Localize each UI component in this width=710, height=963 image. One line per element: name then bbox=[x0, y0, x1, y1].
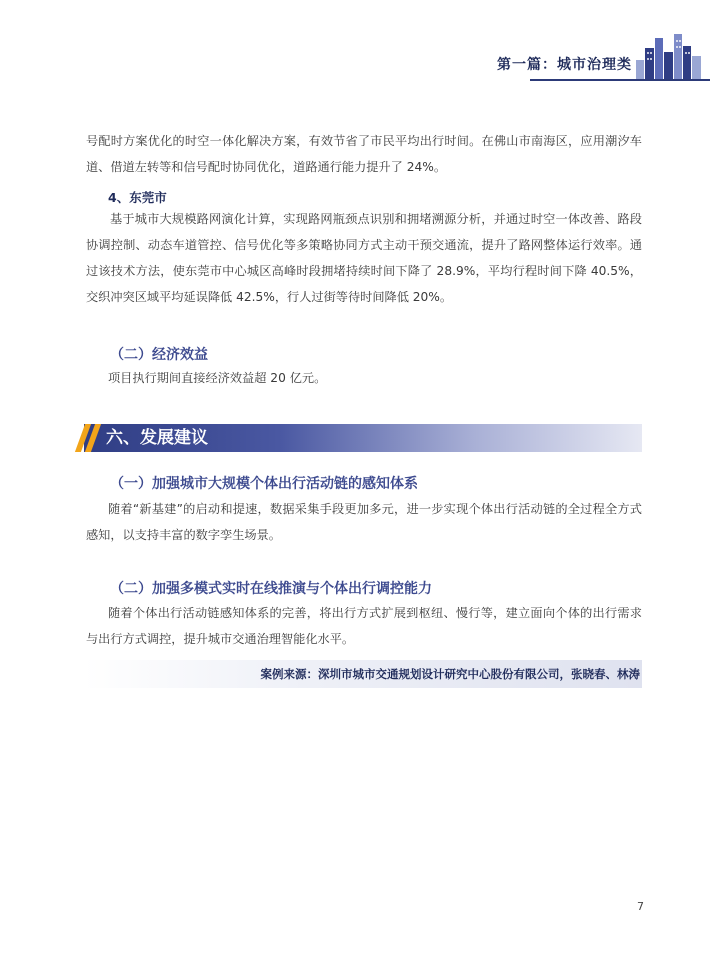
header-divider bbox=[530, 79, 710, 81]
heading-dongguan: 4、东莞市 bbox=[108, 190, 167, 205]
paragraph-dongguan: 基于城市大规模路网演化计算，实现路网瓶颈点识别和拥堵溯源分析，并通过时空一体改善、路段协调控制、动态车道管控、信号优化等多策略协同方式主动干预交通流，提升了路网整体运行效率。通过该技术方法，使东莞市中心城区高峰时段拥堵持续时间下降了 28.9%，平均行程时间下降 40.5%，交织冲突区域平均延误降低 42.5%，行人过街等待时间降低 20%。 bbox=[86, 212, 642, 304]
page-number: 7 bbox=[637, 900, 644, 913]
section-title: 六、发展建议 bbox=[106, 428, 208, 448]
chapter-title: 第一篇：城市治理类 bbox=[497, 57, 632, 73]
paragraph-foshan: 号配时方案优化的时空一体化解决方案，有效节省了市民平均出行时间。在佛山市南海区，应用潮汐车道、借道左转等和信号配时协同优化，道路通行能力提升了 24%。 bbox=[86, 134, 642, 174]
paragraph-suggestion-2: 随着个体出行活动链感知体系的完善，将出行方式扩展到枢纽、慢行等，建立面向个体的出行需求与出行方式调控，提升城市交通治理智能化水平。 bbox=[86, 606, 642, 646]
city-skyline-icon bbox=[634, 30, 702, 80]
case-source: 案例来源：深圳市城市交通规划设计研究中心股份有限公司，张晓春、林涛 bbox=[260, 667, 640, 681]
heading-economic-benefit: （二）经济效益 bbox=[110, 347, 208, 363]
paragraph-suggestion-1: 随着“新基建”的启动和提速，数据采集手段更加多元，进一步实现个体出行活动链的全过程全方式感知，以支持丰富的数字孪生场景。 bbox=[86, 502, 642, 542]
heading-suggestion-1: （一）加强城市大规模个体出行活动链的感知体系 bbox=[110, 476, 418, 492]
paragraph-economic-benefit: 项目执行期间直接经济效益超 20 亿元。 bbox=[108, 371, 327, 385]
heading-suggestion-2: （二）加强多模式实时在线推演与个体出行调控能力 bbox=[110, 581, 432, 597]
